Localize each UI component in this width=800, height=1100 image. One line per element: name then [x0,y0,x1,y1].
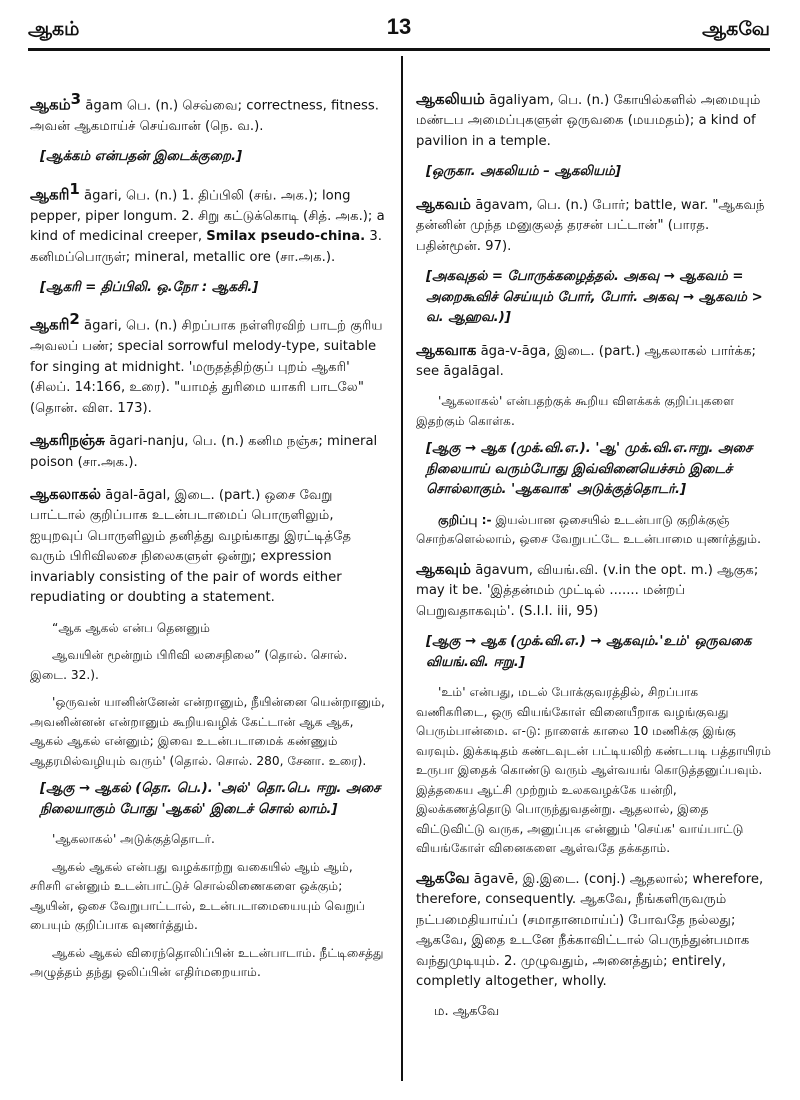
entry-aagavam [416,193,772,257]
column-divider [401,56,403,1081]
etymology-note: [ஆகு → ஆக (முக்.வி.எ.). 'ஆ' முக்.வி.எ.ஈறு. அசை நிலையாய் வரும்போது இவ்வினையெச்சம் இடைச் சொல்லாகும். 'ஆகவாக' அடுக்குத்தொடர்.] [426,441,753,498]
entry-definition: āgam பெ. (n.) செவ்வை; correctness, fitness. அவன் ஆகமாய்ச் செய்வான் (நெ. வ.). [30,98,379,134]
entry-definition-cont: 3. கனிமப்பொருள்; mineral, metallic ore (சா.அக.). [30,229,382,265]
headword: ஆகலியம் [416,90,485,108]
etymology-note: [அகவுதல் = போருக்கழைத்தல். அகவு → ஆகவம் = அறைகூவிச் செய்யும் போர், போர். அகவு → ஆகவம் > வ. ஆஹவ.)] [426,269,763,326]
etymology-note: [ஆகரி = திப்பிலி. ஒ.நோ : ஆகசி.] [40,279,259,295]
headword: ஆகவே [416,868,470,887]
quotation-line: “ஆக ஆகல் என்ப தெனனும் [52,620,211,635]
commentary-paragraph: ஆகல் ஆகல் என்பது வழக்காற்று வகையில் ஆம் ஆம், சரிசரி என்னும் உடன்பாட்டுச் சொல்லிணைகளை ஒக்கும்; ஆயின், ஒசை வேறுபாட்டால், உடன்படாமையையும் வெறுப் பையும் குறிப்பாக வுணர்த்தும். [30,859,366,933]
entry-definition: āgavum, வியங்.வி. (v.in the opt. m.) ஆகுக; may it be. 'இத்தன்மம் முட்டில் ....... மன்றப் பெறுவதாகவும்'. (S.I.I. iii, 95) [416,562,759,619]
entry-definition: āgari-nanju, பெ. (n.) கனிம நஞ்சு; mineral poison (சா.அக.). [30,434,378,470]
etymology-note: [ஒருகா. அகலியம் – ஆகலியம்] [426,164,621,180]
headword: ஆகவும் [416,559,471,578]
headword: ஆகம் [30,95,71,114]
entry-aagaliyam [416,88,772,152]
entry-definition: āga-v-āga, இடை. (part.) ஆகலாகல் பார்க்க; see āgalāgal. [416,343,756,379]
remark-label: குறிப்பு :- [438,512,492,527]
scientific-name: Smilax pseudo-china. [206,229,366,245]
etymology-note: [ஆகு → ஆக (முக்.வி.எ.) → ஆகவும்.'உம்' ஒருவகை வியங்.வி. ஈறு.] [426,634,752,670]
commentary-paragraph: 'உம்' என்பது, மடல் போக்குவரத்தில், சிறப்பாக வணிகரிடை, ஒரு வியங்கோள் வினையீறாக வழங்குவது பெரும்பான்மை. எ-டு: நாளைக் காலை 10 மணிக்கு இங்கு வரவும். இக்கடிதம் கண்டவுடன் பட்டியலிற் கண்டபடி பத்தாயிரம் உருபா இதைக் கொண்டு வரும் ஆள்வயங் கொடுத்தனுப்பவும். இத்தகைய ஆட்சி முற்றும் உலகவழக்கே யன்றி, இலக்கணத்தொடு பொருந்துவதன்று. ஆதலால், இதை விட்டுவிட்டு வருக, அனுப்புக என்னும் 'செய்க' வாய்பாட்டு வியங்கோள் வினைகளை ஆள்வதே தக்கதாம். [416,685,772,856]
entry-definition: āgari, பெ. (n.) 1. திப்பிலி (சங். அக.); long pepper, piper longum. 2. சிறு கட்டுக்கொடி (சித். அக.); a kind of medicinal creeper, [30,188,385,245]
commentary-paragraph: ஆகல் ஆகல் விரைந்தொலிப்பின் உடன்பாடாம். நீட்டிசைத்து அழுத்தம் தந்து ஒலிப்பின் எதிர்மறையாம். [30,945,384,980]
entry-aagavum [416,558,772,622]
commentary-paragraph: 'ஆகலாகல்' அடுக்குத்தொடர். [52,832,215,847]
entry-definition: āgal-āgal, இடை. (part.) ஒசை வேறு பாட்டால் குறிப்பாக உடன்படாமைப் பொருளிலும், ஐயுறவுப் பொருளிலும் தனித்து வழங்காது இரட்டித்தே வரும் பிரிவிலசை நிலைகளுள் ஒன்று; expression invariably consisting of the pair of words either repudiating or doubting a statement. [30,487,352,606]
headword: ஆகரி [30,315,70,334]
etymology-note: [ஆக்கம் என்பதன் இடைக்குறை.] [40,149,243,165]
header-left-guideword: ஆகம் [28,18,80,40]
etymology-note: [ஆகு → ஆகல் (தொ. பெ.). 'அல்' தொ.பெ. ஈறு. அசை நிலையாகும் போது 'ஆகல்' இடைச் சொல் லாம்.] [40,781,381,817]
header-right-guideword: ஆகவே [702,18,770,40]
headword: ஆகவாக [416,340,477,359]
quotation-line: ஆவயின் மூன்றும் பிரிவி லசைநிலை” (தொல். சொல். இடை. 32.). [30,648,348,682]
entry-aagari-2 [30,308,386,419]
page-number: 13 [386,14,412,39]
headword: ஆகரி [30,185,70,204]
page-header [28,8,770,51]
cognate-note: ம. ஆகவே [434,1004,500,1020]
headword: ஆகவம் [416,194,471,213]
homograph-number: 3 [70,90,82,108]
entry-aagalaagal [30,483,386,609]
homograph-number: 2 [69,310,80,329]
remark-text: இயல்பான ஒசையில் உடன்பாடு குறிக்குஞ் சொற்களெல்லாம், ஒசை வேறுபட்டே உடன்பாமை யுணர்த்தும். [416,512,761,547]
left-column [30,88,386,991]
entry-aagave [416,867,772,993]
commentary-paragraph: 'ஆகலாகல்' என்பதற்குக் கூறிய விளக்கக் குறிப்புகளை இதற்கும் கொள்க. [416,394,735,428]
entry-aagari-1 [30,178,386,268]
commentary-paragraph: 'ஒருவன் யானின்னேன் என்றானும், நீயின்னை யென்றானும், அவனின்னன் என்றானும் கூறியவழிக் கேட்டான் ஆக ஆக, ஆகல் ஆகல் என்னும்; இவை உடன்படாமைக் கண்ணும் ஆதரமில்வழியும் வரும்' (தொல். சொல். 280, சேனா. உரை). [30,695,385,768]
entry-definition: āgavē, இ.இடை. (conj.) ஆதலால்; wherefore, therefore, consequently. ஆகவே, நீங்களிருவரும் நட்பமைதியாய்ப் (சமாதானமாய்ப்) போவதே நல்லது; ஆகவே, இதை உடனே நீக்காவிட்டால் பெருந்துன்பமாக வந்துமுடியும். 2. முழுவதும், அனைத்தும்; entirely, completly altogether, wholly. [416,871,764,990]
entry-definition: āgari, பெ. (n.) சிறப்பாக நள்ளிரவிற் பாடற் குரிய அவலப் பண்; special sorrowful melody-type, suitable for singing at midnight. 'மருதத்திற்குப் புறம் ஆகரி' (சிலப். 14:166, உரை). "யாமத் துரிமை யாகரி பாடலே" (தொன். விள. 173). [30,318,383,416]
entry-definition: āgavam, பெ. (n.) போர்; battle, war. "ஆகவந் தன்னின் முந்த மனுகுலத் தரசன் பட்டான்" (பாரத. பதின்மூன். 97). [416,197,765,254]
remark-paragraph [416,511,772,550]
headword: ஆகலாகல் [30,484,101,503]
right-column [416,88,772,1031]
entry-aagarinanju [30,429,386,473]
entry-aagam [30,88,386,137]
entry-definition: āgaliyam, பெ. (n.) கோயில்களில் அமையும் மண்டப அமைப்புகளுள் ஒருவகை (மயமதம்); a kind of pavilion in a temple. [416,93,761,149]
entry-aagavaaga [416,339,772,383]
homograph-number: 1 [69,179,80,198]
headword: ஆகரிநஞ்சு [30,431,105,450]
